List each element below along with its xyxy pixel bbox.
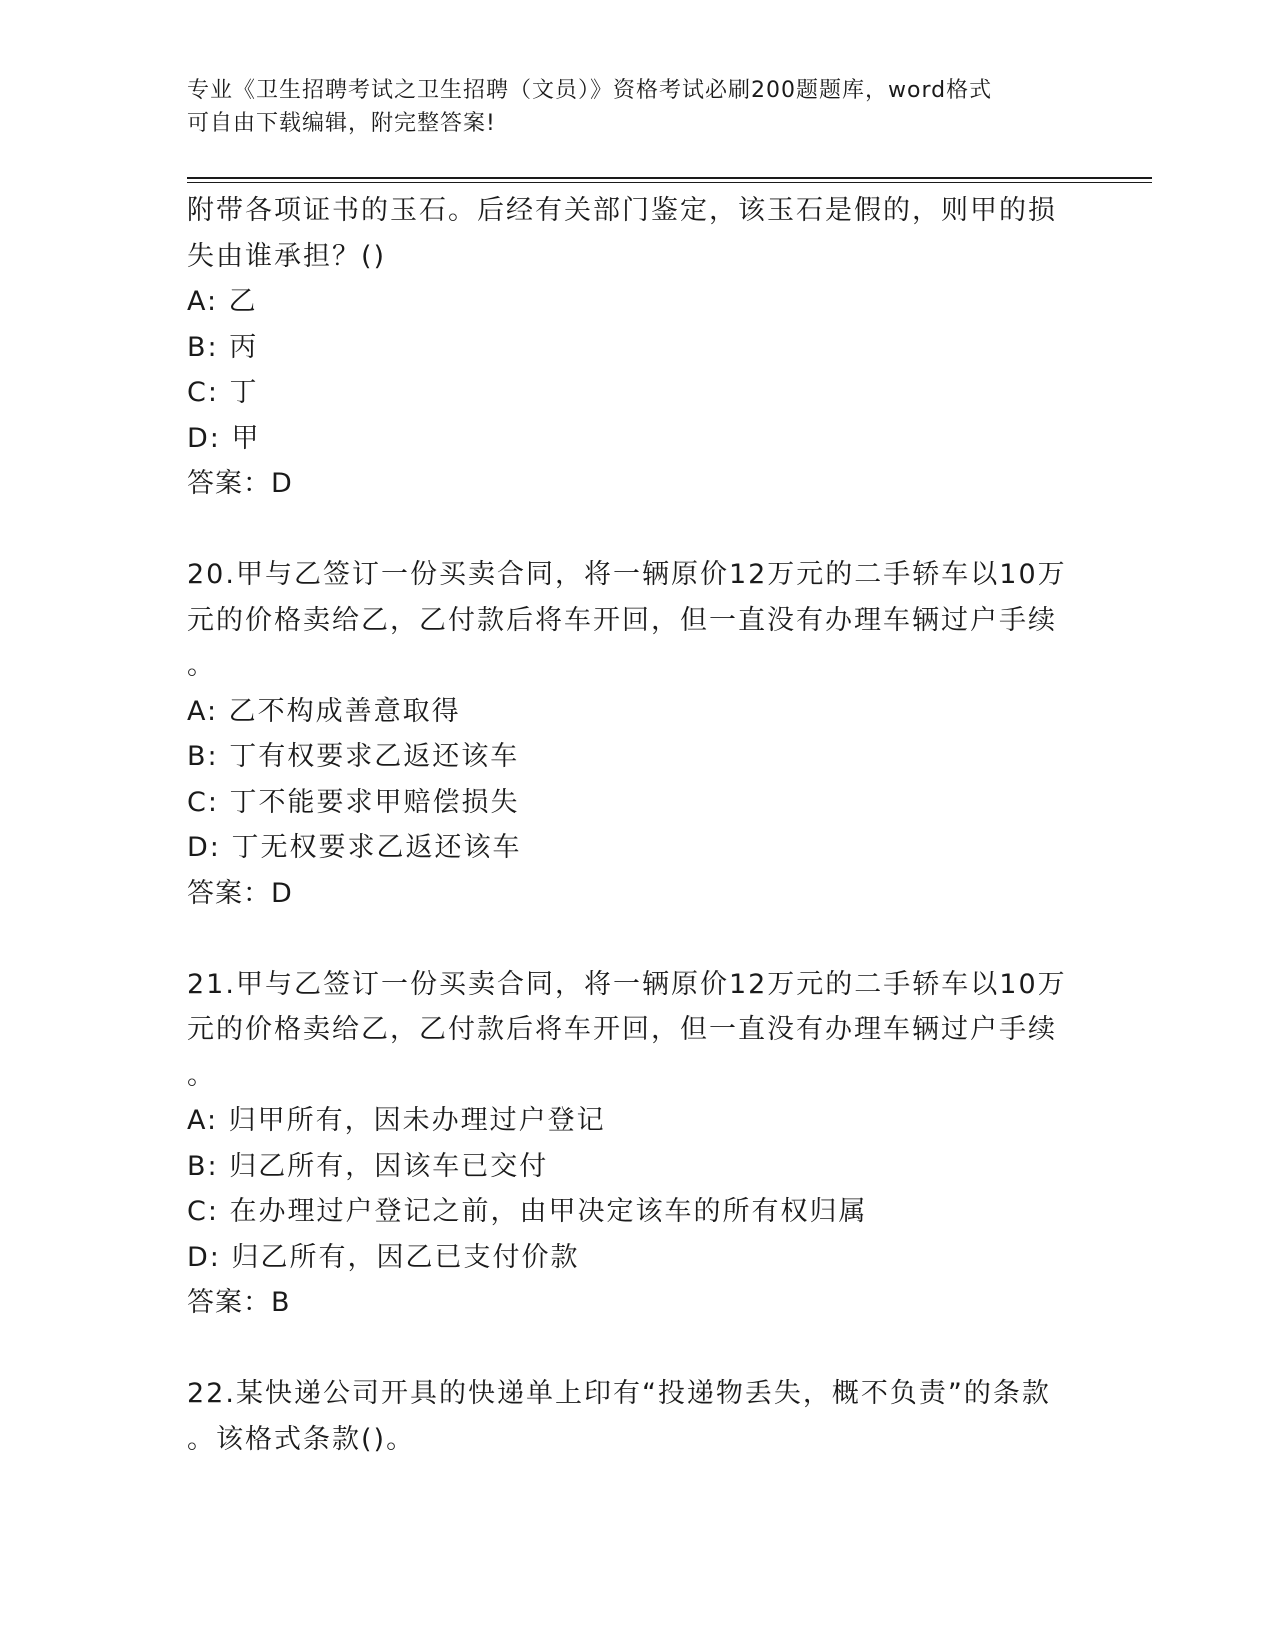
question-block bbox=[187, 552, 1087, 916]
option-b: B: 丁有权要求乙返还该车 bbox=[187, 741, 520, 772]
question-text-line: 失由谁承担？() bbox=[187, 240, 387, 272]
question-text-line: 元的价格卖给乙，乙付款后将车开回，但一直没有办理车辆过户手续 bbox=[187, 604, 1057, 636]
question-text-line: 附带各项证书的玉石。后经有关部门鉴定，该玉石是假的，则甲的损 bbox=[187, 195, 1057, 226]
question-block bbox=[187, 188, 1087, 507]
header-divider-thick bbox=[187, 177, 1152, 179]
option-c: C: 在办理过户登记之前，由甲决定该车的所有权归属 bbox=[187, 1196, 868, 1227]
option-b: B: 归乙所有，因该车已交付 bbox=[187, 1150, 549, 1182]
header-line-2: 可自由下载编辑，附完整答案! bbox=[187, 111, 496, 136]
question-text-line: 。该格式条款()。 bbox=[187, 1423, 416, 1455]
option-c: C: 丁不能要求甲赔偿损失 bbox=[187, 786, 520, 818]
option-d: D: 丁无权要求乙返还该车 bbox=[187, 832, 522, 863]
question-block bbox=[187, 962, 1087, 1326]
option-b: B: 丙 bbox=[187, 331, 259, 363]
question-text-line: 。 bbox=[187, 650, 216, 681]
option-d: D: 归乙所有，因乙已支付价款 bbox=[187, 1241, 580, 1273]
option-a: A: 乙 bbox=[187, 286, 258, 317]
option-d: D: 甲 bbox=[187, 422, 261, 454]
question-text-line: 22.某快递公司开具的快递单上印有“投递物丢失，概不负责”的条款 bbox=[187, 1378, 1051, 1409]
question-text-line: 20.甲与乙签订一份买卖合同，将一辆原价12万元的二手轿车以10万 bbox=[187, 559, 1067, 590]
question-block bbox=[187, 1371, 1087, 1462]
option-c: C: 丁 bbox=[187, 377, 259, 408]
question-content bbox=[187, 188, 1087, 1462]
question-text-line: 元的价格卖给乙，乙付款后将车开回，但一直没有办理车辆过户手续 bbox=[187, 1014, 1057, 1045]
document-header bbox=[187, 74, 1087, 140]
header-line-1: 专业《卫生招聘考试之卫生招聘（文员）》资格考试必刷200题题库，word格式 bbox=[187, 78, 993, 103]
header-divider-thin bbox=[187, 182, 1152, 183]
option-a: A: 归甲所有，因未办理过户登记 bbox=[187, 1105, 606, 1136]
answer-line: 答案：D bbox=[187, 468, 293, 499]
answer-line: 答案：B bbox=[187, 1287, 291, 1318]
option-a: A: 乙不构成善意取得 bbox=[187, 695, 461, 727]
question-text-line: 21.甲与乙签订一份买卖合同，将一辆原价12万元的二手轿车以10万 bbox=[187, 968, 1067, 1000]
answer-line: 答案：D bbox=[187, 877, 293, 909]
question-text-line: 。 bbox=[187, 1059, 216, 1091]
